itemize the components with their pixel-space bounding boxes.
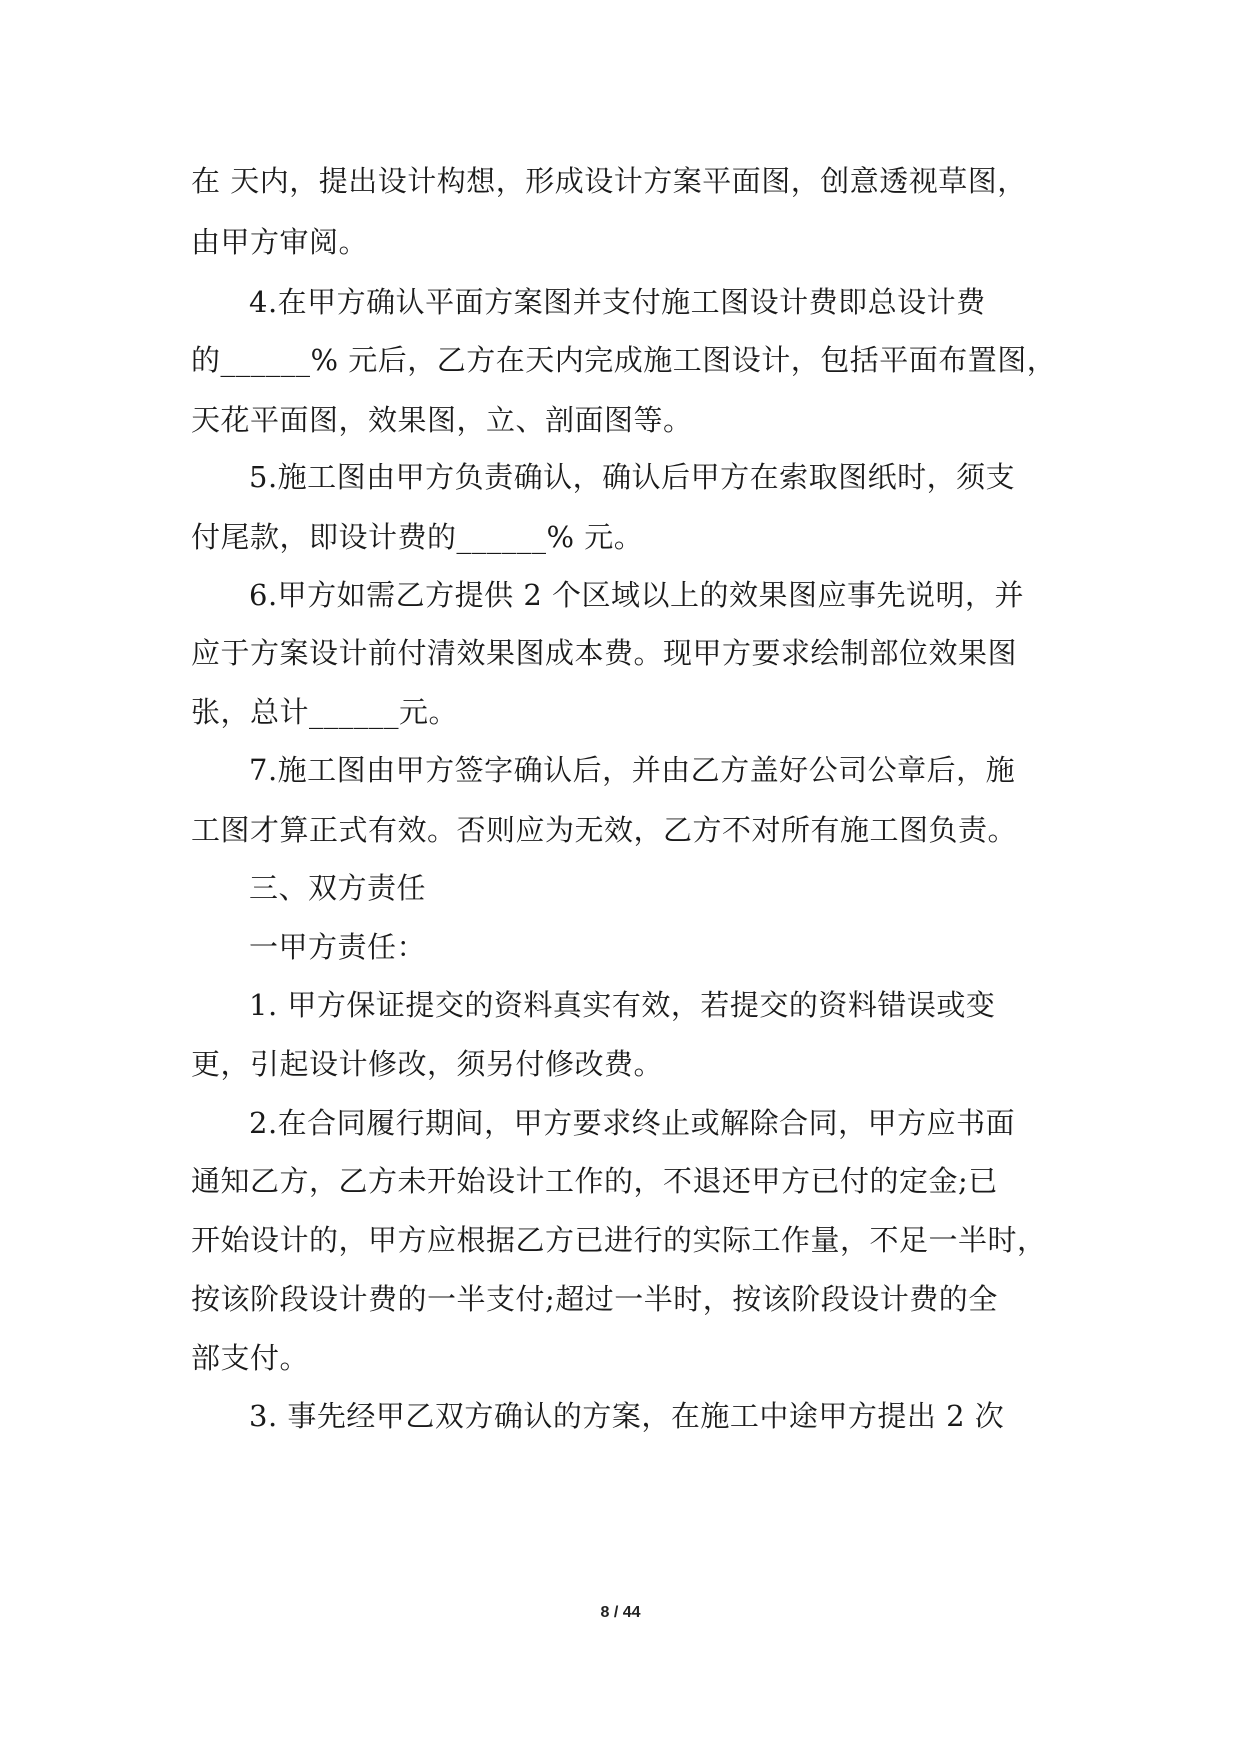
text-line: 部支付。 (191, 1341, 310, 1375)
text-line: 1. 甲方保证提交的资料真实有效，若提交的资料错误或变 (249, 988, 996, 1022)
text-line: 7.施工图由甲方签字确认后，并由乙方盖好公司公章后，施 (249, 753, 1016, 787)
text-line: 的______% 元后，乙方在天内完成施工图设计，包括平面布置图， (191, 343, 1057, 377)
text-line: 开始设计的，甲方应根据乙方已进行的实际工作量，不足一半时， (191, 1223, 1047, 1257)
text-line: 5.施工图由甲方负责确认，确认后甲方在索取图纸时，须支 (249, 460, 1016, 494)
text-line: 付尾款，即设计费的______% 元。 (191, 520, 644, 554)
text-line: 在 天内，提出设计构想，形成设计方案平面图，创意透视草图， (191, 164, 1027, 198)
text-line: 6.甲方如需乙方提供 2 个区域以上的效果图应事先说明，并 (249, 578, 1025, 612)
text-line: 3. 事先经甲乙双方确认的方案，在施工中途甲方提出 2 次 (249, 1399, 1005, 1433)
page-number: 8 / 44 (600, 1604, 641, 1621)
text-line: 应于方案设计前付清效果图成本费。现甲方要求绘制部位效果图 (191, 636, 1018, 670)
text-line: 工图才算正式有效。否则应为无效，乙方不对所有施工图负责。 (191, 813, 1018, 847)
text-line: 2.在合同履行期间，甲方要求终止或解除合同，甲方应书面 (249, 1106, 1016, 1140)
subsection-heading: 一甲方责任： (249, 930, 427, 964)
section-heading: 三、双方责任 (249, 871, 427, 905)
text-line: 更，引起设计修改，须另付修改费。 (191, 1047, 664, 1081)
text-line: 通知乙方，乙方未开始设计工作的，不退还甲方已付的定金;已 (191, 1164, 998, 1198)
text-line: 天花平面图，效果图，立、剖面图等。 (191, 403, 693, 437)
text-line: 4.在甲方确认平面方案图并支付施工图设计费即总设计费 (249, 285, 986, 319)
text-line: 由甲方审阅。 (191, 225, 369, 259)
text-line: 按该阶段设计费的一半支付;超过一半时，按该阶段设计费的全 (191, 1282, 998, 1316)
text-line: 张，总计______元。 (191, 695, 459, 729)
